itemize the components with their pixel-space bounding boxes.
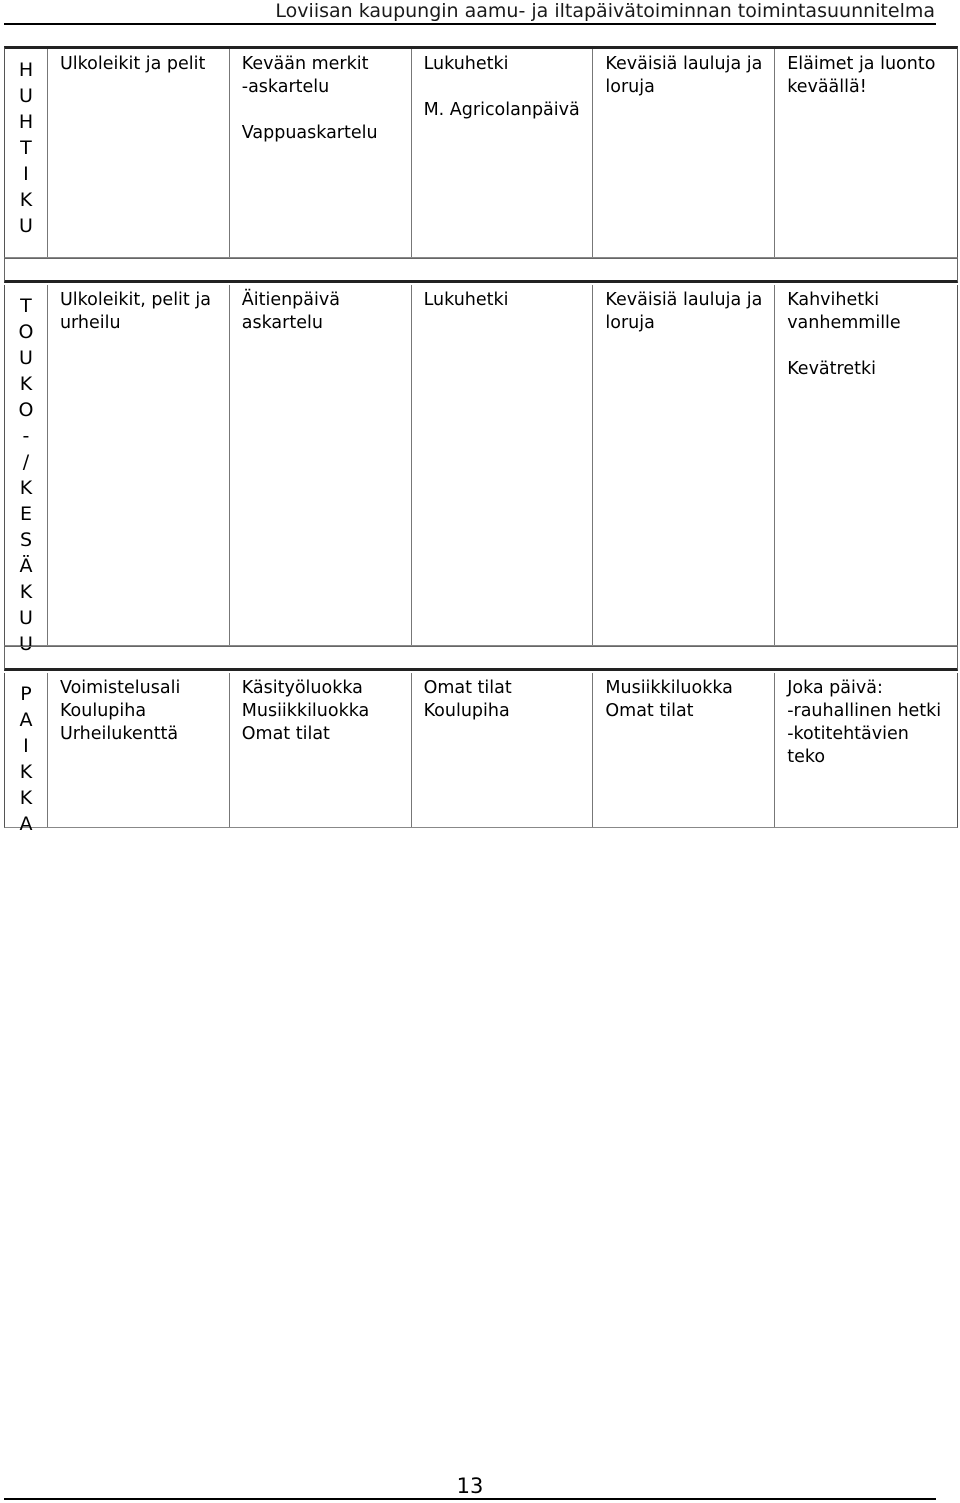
vertical-letter: A bbox=[19, 813, 33, 835]
vertical-letter: I bbox=[23, 735, 29, 757]
vertical-letter: H bbox=[18, 59, 34, 81]
cell-text-line: Vappuaskartelu bbox=[241, 123, 378, 143]
page-number: 13 bbox=[456, 1474, 484, 1498]
vertical-letter: Ä bbox=[19, 555, 33, 577]
cell-text-line: Lukuhetki bbox=[423, 290, 509, 310]
vertical-letter: K bbox=[19, 373, 33, 395]
cell-text-line: -askartelu bbox=[241, 77, 330, 97]
vertical-letter: S bbox=[19, 529, 32, 551]
vertical-letter: - bbox=[22, 425, 30, 447]
vertical-letter: K bbox=[19, 477, 33, 499]
cell-text-line: Musiikkiluokka bbox=[605, 678, 733, 698]
cell-text-line: Omat tilat bbox=[605, 701, 694, 721]
cell-text-line: Ulkoleikit, pelit ja bbox=[59, 290, 211, 310]
cell-text-line: Keväisiä lauluja ja bbox=[605, 290, 763, 310]
cell-text-line: keväällä! bbox=[787, 77, 867, 97]
vertical-letter: K bbox=[19, 581, 33, 603]
activity-cell bbox=[230, 49, 412, 257]
location-cell bbox=[593, 673, 775, 827]
cell-text-line: Käsityöluokka bbox=[241, 678, 363, 698]
location-cell bbox=[230, 673, 412, 827]
row-separator bbox=[4, 646, 958, 671]
vertical-letter: U bbox=[19, 633, 33, 655]
cell-text-line: Koulupiha bbox=[59, 701, 147, 721]
cell-text-line: Omat tilat bbox=[241, 724, 330, 744]
cell-text-line: Joka päivä: bbox=[787, 678, 883, 698]
cell-text-line: M. Agricolanpäivä bbox=[423, 100, 580, 120]
cell-text-line: vanhemmille bbox=[787, 313, 901, 333]
table-row-huhtikuu bbox=[4, 46, 958, 258]
month-label-huhtikuu bbox=[5, 49, 48, 257]
activity-cell bbox=[593, 285, 775, 645]
activity-cell bbox=[775, 49, 957, 257]
location-cell bbox=[775, 673, 957, 827]
location-cell bbox=[48, 673, 230, 827]
cell-text-line: Kahvihetki bbox=[787, 290, 880, 310]
vertical-letter: K bbox=[19, 761, 33, 783]
vertical-letter: A bbox=[19, 709, 33, 731]
document-header-title: Loviisan kaupungin aamu- ja iltapäivätoiminnan toimintasuunnitelma bbox=[275, 0, 935, 22]
activity-cell bbox=[48, 285, 230, 645]
cell-text-line: Eläimet ja luonto bbox=[787, 54, 936, 74]
activity-cell bbox=[593, 49, 775, 257]
cell-text-line: Kevätretki bbox=[787, 359, 876, 379]
activity-cell bbox=[412, 285, 594, 645]
cell-text-line: loruja bbox=[605, 77, 655, 97]
cell-text-line: Omat tilat bbox=[423, 678, 512, 698]
cell-text-line: loruja bbox=[605, 313, 655, 333]
vertical-letter: I bbox=[23, 163, 29, 185]
vertical-letter: U bbox=[19, 347, 33, 369]
vertical-letter: U bbox=[19, 607, 33, 629]
cell-text-line: -rauhallinen hetki bbox=[787, 701, 942, 721]
vertical-letter: U bbox=[19, 215, 33, 237]
cell-text-line: -kotitehtävien teko bbox=[787, 724, 909, 767]
vertical-letter: T bbox=[20, 295, 32, 317]
cell-text-line: Voimistelusali bbox=[59, 678, 181, 698]
vertical-letter: K bbox=[19, 189, 33, 211]
vertical-letter: H bbox=[18, 111, 34, 133]
location-cell bbox=[412, 673, 594, 827]
month-label-touko-kesakuu bbox=[5, 285, 48, 655]
row-separator bbox=[4, 258, 958, 283]
cell-text-line: urheilu bbox=[59, 313, 121, 333]
header-divider bbox=[4, 23, 936, 25]
vertical-letter: K bbox=[19, 787, 33, 809]
activity-cell bbox=[48, 49, 230, 257]
activity-cell bbox=[230, 285, 412, 645]
activity-cell bbox=[775, 285, 957, 645]
activity-cell bbox=[412, 49, 594, 257]
footer-divider bbox=[4, 1498, 936, 1500]
vertical-letter: / bbox=[22, 451, 30, 473]
row-label-paikka bbox=[5, 673, 48, 835]
cell-text-line: Keväisiä lauluja ja bbox=[605, 54, 763, 74]
vertical-letter: O bbox=[18, 399, 34, 421]
cell-text-line: Musiikkiluokka bbox=[241, 701, 370, 721]
vertical-letter: P bbox=[20, 683, 32, 705]
cell-text-line: Ulkoleikit ja pelit bbox=[59, 54, 206, 74]
vertical-letter: E bbox=[19, 503, 32, 525]
vertical-letter: T bbox=[20, 137, 32, 159]
cell-text-line: Lukuhetki bbox=[423, 54, 509, 74]
table-row-paikka bbox=[4, 673, 958, 835]
cell-text-line: Äitienpäivä bbox=[241, 290, 340, 310]
vertical-letter: O bbox=[18, 321, 34, 343]
cell-text-line: askartelu bbox=[241, 313, 323, 333]
vertical-letter: U bbox=[19, 85, 33, 107]
table-row-touko-kesakuu bbox=[4, 285, 958, 655]
cell-text-line: Kevään merkit bbox=[241, 54, 369, 74]
cell-text-line: Koulupiha bbox=[423, 701, 510, 721]
cell-text-line: Urheilukenttä bbox=[59, 724, 179, 744]
